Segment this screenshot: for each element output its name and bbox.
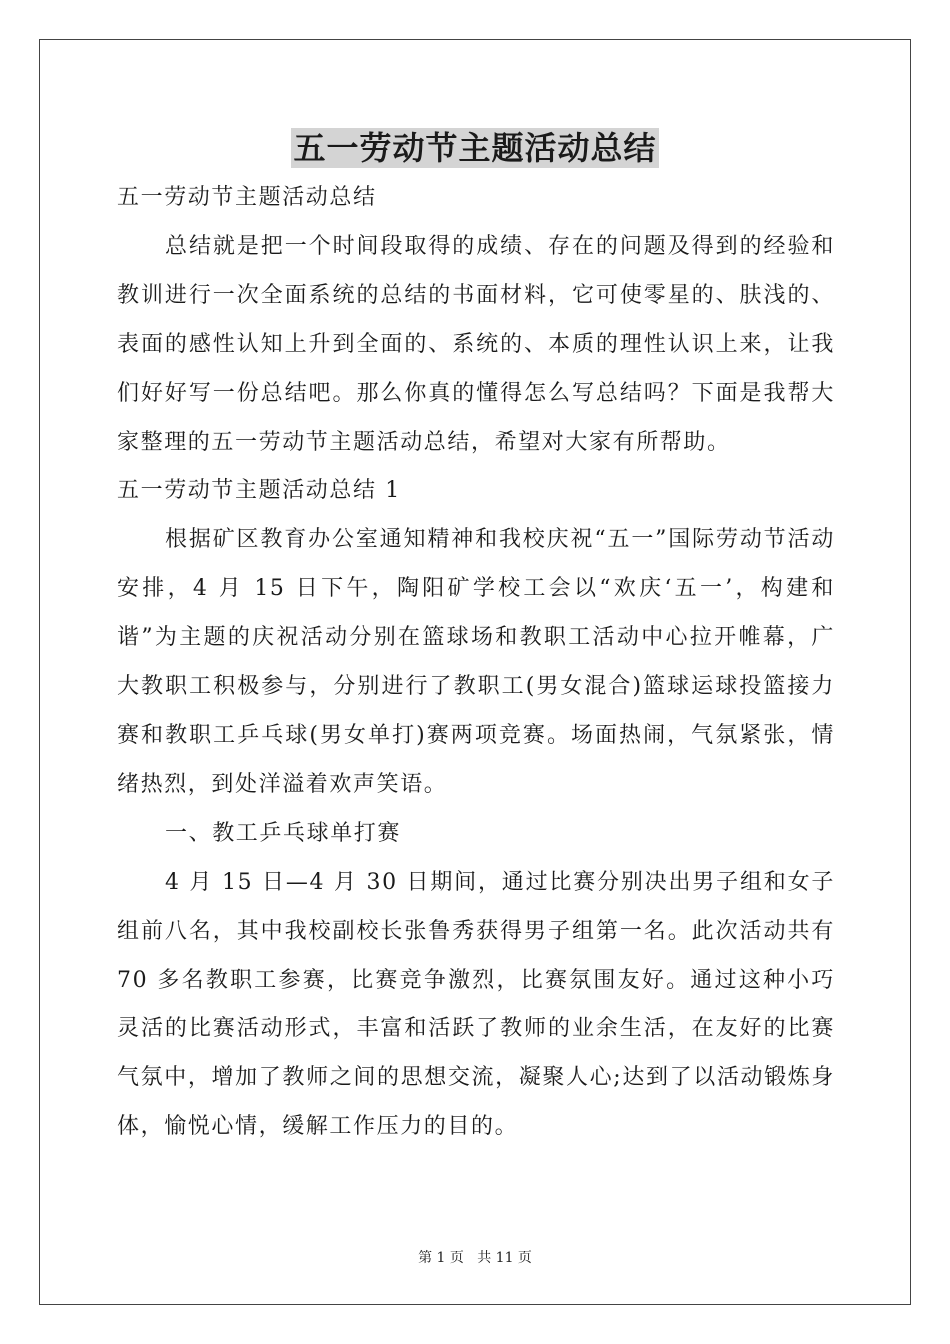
- page-number: 第 1 页 共 11 页: [418, 1250, 532, 1266]
- body-paragraph: 4 月 15 日—4 月 30 日期间，通过比赛分别决出男子组和女子组前八名，其中我校副校长张鲁秀获得男子组第一名。此次活动共有 70 多名教职工参赛，比赛竞争激烈，比赛氛围友好。通过这种小巧灵活的比赛活动形式，丰富和活跃了教师的业余生活，在友好的比赛气氛中，增加了教师之间的思想交流，凝聚人心;达到了以活动锻炼身体，愉悦心情，缓解工作压力的目的。: [117, 869, 835, 1140]
- document-body: [117, 174, 835, 1152]
- document-title: 五一劳动节主题活动总结: [293, 129, 657, 167]
- section-heading: 五一劳动节主题活动总结 1: [117, 478, 401, 504]
- body-paragraph: 根据矿区教育办公室通知精神和我校庆祝“五一”国际劳动节活动安排，4 月 15 日下午，陶阳矿学校工会以“欢庆‘五一’，构建和谐”为主题的庆祝活动分别在篮球场和教职工活动中心拉开帷幕，广大教职工积极参与，分别进行了教职工(男女混合)篮球运球投篮接力赛和教职工乒乓球(男女单打)赛两项竞赛。场面热闹，气氛紧张，情绪热烈，到处洋溢着欢声笑语。: [117, 527, 835, 797]
- subtitle-paragraph: 五一劳动节主题活动总结: [117, 185, 377, 210]
- title-container: [0, 128, 950, 168]
- page-footer: [0, 1247, 950, 1267]
- subsection-heading: 一、教工乒乓球单打赛: [165, 820, 402, 846]
- intro-paragraph: 总结就是把一个时间段取得的成绩、存在的问题及得到的经验和教训进行一次全面系统的总结的书面材料，它可使零星的、肤浅的、表面的感性认知上升到全面的、系统的、本质的理性认识上来，让我们好好写一份总结吧。那么你真的懂得怎么写总结吗？下面是我帮大家整理的五一劳动节主题活动总结，希望对大家有所帮助。: [117, 233, 835, 455]
